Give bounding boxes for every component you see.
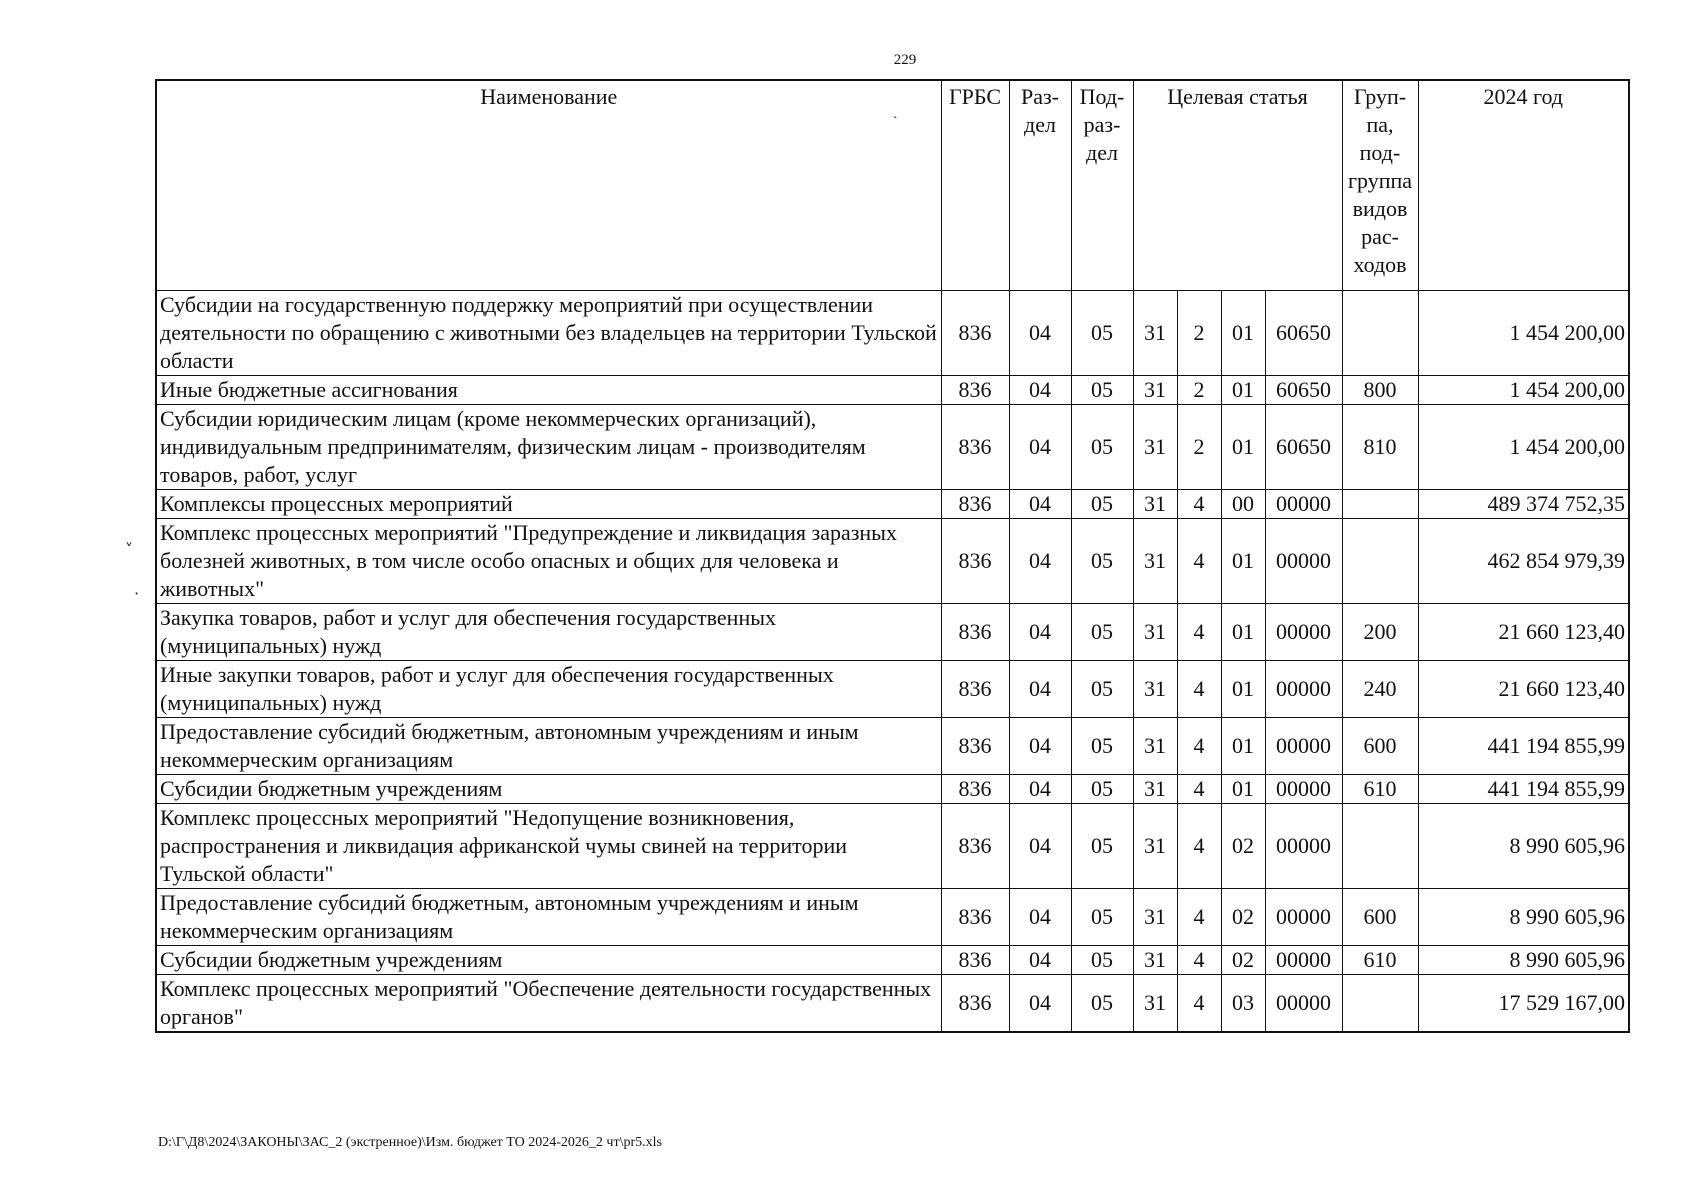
row-t3: 01 — [1221, 404, 1265, 489]
row-t2: 2 — [1177, 404, 1221, 489]
row-group: 610 — [1342, 774, 1418, 803]
row-t4: 60650 — [1265, 404, 1342, 489]
row-name: Комплексы процессных мероприятий — [156, 489, 941, 518]
table-row — [156, 717, 1629, 774]
row-name: Комплекс процессных мероприятий "Недопущение возникновения, распространения и ликвидация африканской чумы свиней на территории Тульской области" — [156, 803, 941, 888]
row-name: Субсидии на государственную поддержку мероприятий при осуществлении деятельности по обращению с животными без владельцев на территории Тульской области — [156, 290, 941, 375]
row-group: 200 — [1342, 603, 1418, 660]
row-t3: 01 — [1221, 774, 1265, 803]
row-podrazdel: 05 — [1071, 404, 1133, 489]
row-amount: 1 454 200,00 — [1418, 375, 1629, 404]
row-razdel: 04 — [1009, 489, 1071, 518]
row-t2: 4 — [1177, 518, 1221, 603]
row-grbs: 836 — [941, 518, 1009, 603]
row-grbs: 836 — [941, 660, 1009, 717]
row-podrazdel: 05 — [1071, 717, 1133, 774]
header-expense-group: Груп- па, под- группа видов рас- ходов — [1342, 80, 1418, 290]
table-row — [156, 603, 1629, 660]
row-group: 800 — [1342, 375, 1418, 404]
margin-mark: ˅ — [125, 540, 133, 559]
row-razdel: 04 — [1009, 660, 1071, 717]
page-number: 229 — [893, 52, 917, 68]
row-t3: 02 — [1221, 888, 1265, 945]
row-podrazdel: 05 — [1071, 803, 1133, 888]
row-t1: 31 — [1133, 774, 1177, 803]
row-t2: 4 — [1177, 803, 1221, 888]
row-t2: 4 — [1177, 489, 1221, 518]
row-grbs: 836 — [941, 945, 1009, 974]
row-group — [1342, 489, 1418, 518]
row-t4: 60650 — [1265, 375, 1342, 404]
row-t1: 31 — [1133, 603, 1177, 660]
row-t2: 4 — [1177, 603, 1221, 660]
row-podrazdel: 05 — [1071, 375, 1133, 404]
row-t1: 31 — [1133, 518, 1177, 603]
row-grbs: 836 — [941, 717, 1009, 774]
row-name: Предоставление субсидий бюджетным, автономным учреждениям и иным некоммерческим организациям — [156, 717, 941, 774]
row-podrazdel: 05 — [1071, 660, 1133, 717]
row-t3: 00 — [1221, 489, 1265, 518]
row-t1: 31 — [1133, 290, 1177, 375]
row-amount: 8 990 605,96 — [1418, 888, 1629, 945]
row-razdel: 04 — [1009, 888, 1071, 945]
row-grbs: 836 — [941, 489, 1009, 518]
header-year: 2024 год — [1418, 80, 1629, 290]
row-group — [1342, 974, 1418, 1032]
row-group: 600 — [1342, 888, 1418, 945]
row-group: 240 — [1342, 660, 1418, 717]
table-row — [156, 888, 1629, 945]
row-amount: 17 529 167,00 — [1418, 974, 1629, 1032]
row-amount: 1 454 200,00 — [1418, 404, 1629, 489]
row-t4: 00000 — [1265, 660, 1342, 717]
row-t3: 01 — [1221, 375, 1265, 404]
row-grbs: 836 — [941, 290, 1009, 375]
table-row — [156, 489, 1629, 518]
row-grbs: 836 — [941, 404, 1009, 489]
header-podrazdel: Под- раз- дел — [1071, 80, 1133, 290]
row-t1: 31 — [1133, 489, 1177, 518]
row-t3: 02 — [1221, 803, 1265, 888]
row-grbs: 836 — [941, 774, 1009, 803]
row-t1: 31 — [1133, 375, 1177, 404]
row-t2: 2 — [1177, 375, 1221, 404]
budget-table — [155, 79, 1630, 1033]
row-grbs: 836 — [941, 603, 1009, 660]
header-grbs: ГРБС — [941, 80, 1009, 290]
row-grbs: 836 — [941, 974, 1009, 1032]
row-t4: 60650 — [1265, 290, 1342, 375]
row-name: Субсидии юридическим лицам (кроме некоммерческих организаций), индивидуальным предпринимателям, физическим лицам - производителям товаров, работ, услуг — [156, 404, 941, 489]
row-name: Иные закупки товаров, работ и услуг для обеспечения государственных (муниципальных) нужд — [156, 660, 941, 717]
row-razdel: 04 — [1009, 803, 1071, 888]
row-t2: 4 — [1177, 974, 1221, 1032]
row-podrazdel: 05 — [1071, 888, 1133, 945]
row-t2: 4 — [1177, 945, 1221, 974]
row-t1: 31 — [1133, 404, 1177, 489]
row-name: Иные бюджетные ассигнования — [156, 375, 941, 404]
row-razdel: 04 — [1009, 774, 1071, 803]
table-row — [156, 774, 1629, 803]
table-header-row — [156, 80, 1629, 290]
row-podrazdel: 05 — [1071, 603, 1133, 660]
row-podrazdel: 05 — [1071, 974, 1133, 1032]
row-t3: 01 — [1221, 660, 1265, 717]
row-t3: 01 — [1221, 603, 1265, 660]
row-amount: 8 990 605,96 — [1418, 945, 1629, 974]
row-amount: 21 660 123,40 — [1418, 660, 1629, 717]
header-target-article: Целевая статья — [1133, 80, 1342, 290]
header-razdel: Раз- дел — [1009, 80, 1071, 290]
row-podrazdel: 05 — [1071, 774, 1133, 803]
row-amount: 441 194 855,99 — [1418, 774, 1629, 803]
row-amount: 21 660 123,40 — [1418, 603, 1629, 660]
row-name: Комплекс процессных мероприятий "Обеспечение деятельности государственных органов" — [156, 974, 941, 1032]
row-amount: 1 454 200,00 — [1418, 290, 1629, 375]
row-group: 600 — [1342, 717, 1418, 774]
row-group: 810 — [1342, 404, 1418, 489]
row-t4: 00000 — [1265, 803, 1342, 888]
row-amount: 441 194 855,99 — [1418, 717, 1629, 774]
row-razdel: 04 — [1009, 603, 1071, 660]
row-t1: 31 — [1133, 974, 1177, 1032]
row-t1: 31 — [1133, 945, 1177, 974]
header-name: Наименование ˋ — [156, 80, 941, 290]
margin-mark: · — [134, 584, 140, 603]
row-t1: 31 — [1133, 717, 1177, 774]
row-t2: 4 — [1177, 660, 1221, 717]
row-t1: 31 — [1133, 660, 1177, 717]
table-row — [156, 974, 1629, 1032]
row-t4: 00000 — [1265, 717, 1342, 774]
row-group — [1342, 803, 1418, 888]
row-name: Комплекс процессных мероприятий "Предупреждение и ликвидация заразных болезней животных, в том числе особо опасных и общих для человека и животных" — [156, 518, 941, 603]
row-group — [1342, 518, 1418, 603]
row-grbs: 836 — [941, 803, 1009, 888]
row-t3: 01 — [1221, 518, 1265, 603]
row-podrazdel: 05 — [1071, 945, 1133, 974]
row-amount: 462 854 979,39 — [1418, 518, 1629, 603]
footer-file-path: D:\Г\Д8\2024\ЗАКОНЫ\ЗАС_2 (экстренное)\Изм. бюджет ТО 2024-2026_2 чт\pr5.xls — [158, 1135, 662, 1150]
row-t4: 00000 — [1265, 774, 1342, 803]
table-row — [156, 945, 1629, 974]
row-name: Субсидии бюджетным учреждениям — [156, 945, 941, 974]
row-razdel: 04 — [1009, 945, 1071, 974]
row-t3: 01 — [1221, 717, 1265, 774]
row-t4: 00000 — [1265, 518, 1342, 603]
row-razdel: 04 — [1009, 290, 1071, 375]
table-row — [156, 518, 1629, 603]
table-row — [156, 375, 1629, 404]
row-razdel: 04 — [1009, 974, 1071, 1032]
table-row — [156, 660, 1629, 717]
row-t2: 2 — [1177, 290, 1221, 375]
row-t1: 31 — [1133, 803, 1177, 888]
row-name: Субсидии бюджетным учреждениям — [156, 774, 941, 803]
row-razdel: 04 — [1009, 404, 1071, 489]
row-t1: 31 — [1133, 888, 1177, 945]
row-t2: 4 — [1177, 774, 1221, 803]
row-t3: 02 — [1221, 945, 1265, 974]
row-t4: 00000 — [1265, 974, 1342, 1032]
row-t3: 03 — [1221, 974, 1265, 1032]
row-amount: 489 374 752,35 — [1418, 489, 1629, 518]
row-grbs: 836 — [941, 375, 1009, 404]
row-name: Предоставление субсидий бюджетным, автономным учреждениям и иным некоммерческим организациям — [156, 888, 941, 945]
row-t2: 4 — [1177, 717, 1221, 774]
row-grbs: 836 — [941, 888, 1009, 945]
table-row — [156, 290, 1629, 375]
row-podrazdel: 05 — [1071, 290, 1133, 375]
row-t4: 00000 — [1265, 603, 1342, 660]
row-t4: 00000 — [1265, 945, 1342, 974]
row-group: 610 — [1342, 945, 1418, 974]
row-razdel: 04 — [1009, 375, 1071, 404]
row-name: Закупка товаров, работ и услуг для обеспечения государственных (муниципальных) нужд — [156, 603, 941, 660]
row-amount: 8 990 605,96 — [1418, 803, 1629, 888]
row-t4: 00000 — [1265, 489, 1342, 518]
row-podrazdel: 05 — [1071, 518, 1133, 603]
row-t3: 01 — [1221, 290, 1265, 375]
table-row — [156, 803, 1629, 888]
row-razdel: 04 — [1009, 717, 1071, 774]
row-razdel: 04 — [1009, 518, 1071, 603]
row-t2: 4 — [1177, 888, 1221, 945]
row-group — [1342, 290, 1418, 375]
row-podrazdel: 05 — [1071, 489, 1133, 518]
row-t4: 00000 — [1265, 888, 1342, 945]
table-row — [156, 404, 1629, 489]
